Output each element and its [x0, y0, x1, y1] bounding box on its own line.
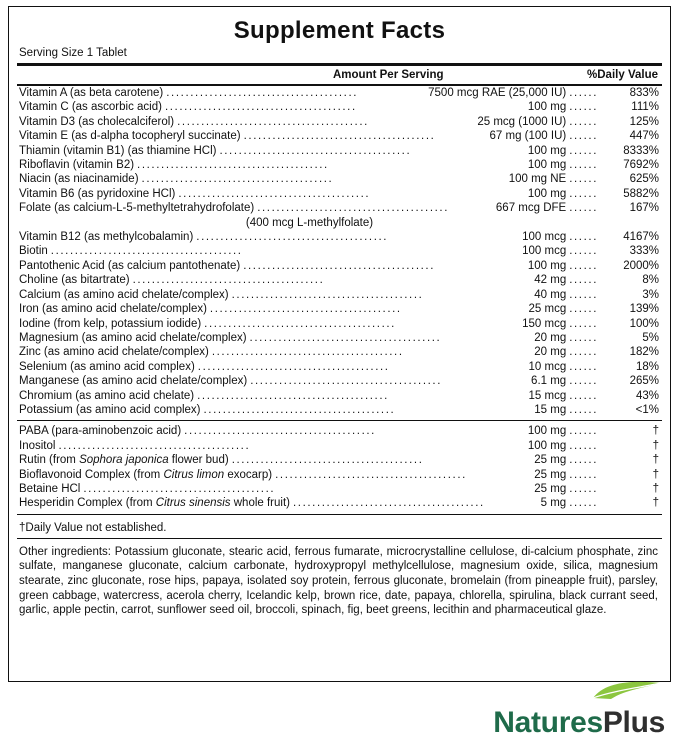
- nutrient-amount: 5 mg: [540, 497, 567, 510]
- dot-leader-2: ......: [569, 288, 598, 301]
- nutrient-group-primary: [17, 86, 662, 216]
- dot-leader: ........................................: [83, 482, 276, 495]
- nutrient-name: Niacin (as niacinamide): [19, 173, 139, 186]
- dot-leader: ........................................: [166, 87, 359, 99]
- table-row: [17, 259, 662, 273]
- nutrient-name: Vitamin B6 (as pyridoxine HCl): [19, 187, 176, 200]
- table-row: [17, 389, 662, 403]
- nutrient-daily-value: 8%: [642, 274, 659, 287]
- nutrient-name: Biotin: [19, 245, 48, 258]
- folate-note: (400 mcg L-methylfolate): [245, 216, 374, 229]
- dot-leader-2: ......: [569, 159, 598, 172]
- nutrient-name: Vitamin D3 (as cholecalciferol): [19, 115, 175, 128]
- table-row: [17, 331, 662, 345]
- table-row: [17, 403, 662, 417]
- nutrient-amount: 42 mg: [534, 274, 567, 287]
- nutrient-amount: 150 mcg: [522, 317, 567, 330]
- nutrient-daily-value: 167%: [629, 202, 659, 215]
- nutrient-name: Vitamin E (as d-alpha tocopheryl succinate): [19, 130, 241, 143]
- table-row: [17, 302, 662, 316]
- dot-leader: ........................................: [211, 346, 404, 359]
- dot-leader-2: ......: [569, 274, 598, 287]
- nutrient-name: Hesperidin Complex (from Citrus sinensis whole fruit): [19, 497, 290, 510]
- nutrient-name: Selenium (as amino acid complex): [19, 360, 195, 373]
- nutrient-amount: 25 mcg: [528, 303, 567, 316]
- nutrient-amount: 15 mcg: [528, 389, 567, 402]
- nutrient-amount: 667 mcg DFE: [495, 202, 567, 215]
- dot-leader-2: ......: [569, 259, 598, 272]
- dot-leader-2: ......: [569, 439, 598, 452]
- dot-leader-2: ......: [569, 144, 598, 157]
- dot-leader: ........................................: [132, 274, 325, 287]
- table-row: [17, 86, 662, 100]
- brand-logo: [493, 706, 665, 740]
- nutrient-name: Potassium (as amino acid complex): [19, 403, 201, 416]
- nutrient-amount: 20 mg: [534, 331, 567, 344]
- nutrient-daily-value: 43%: [635, 389, 659, 402]
- nutrient-name: Iron (as amino acid chelate/complex): [19, 303, 207, 316]
- nutrient-name: Vitamin A (as beta carotene): [19, 87, 164, 99]
- dot-leader: ........................................: [243, 130, 436, 143]
- table-row: [17, 360, 662, 374]
- dot-leader-2: ......: [569, 202, 598, 215]
- table-row: [17, 172, 662, 186]
- column-header-daily-value: %Daily Value: [587, 69, 658, 81]
- nutrient-name: Betaine HCl: [19, 482, 81, 495]
- dot-leader: ........................................: [250, 375, 443, 388]
- dot-leader: ........................................: [203, 403, 396, 416]
- nutrient-amount: 25 mg: [534, 468, 567, 481]
- nutrient-amount: 100 mg: [527, 187, 567, 200]
- nutrient-daily-value: 100%: [629, 317, 659, 330]
- dot-leader: ........................................: [275, 468, 467, 481]
- nutrient-name: Chromium (as amino acid chelate): [19, 389, 195, 402]
- leaf-icon: [591, 680, 665, 702]
- nutrient-name: Pantothenic Acid (as calcium pantothenate): [19, 259, 241, 272]
- dot-leader: ........................................: [137, 159, 329, 172]
- table-row: [17, 244, 662, 258]
- nutrient-amount: 100 mg: [527, 159, 567, 172]
- dot-leader: ........................................: [219, 144, 412, 157]
- dot-leader: ........................................: [204, 317, 396, 330]
- table-row: [17, 129, 662, 143]
- table-row: [17, 230, 662, 244]
- nutrient-daily-value: 333%: [629, 245, 659, 258]
- nutrient-daily-value: 3%: [642, 288, 659, 301]
- nutrient-name: Bioflavonoid Complex (from Citrus limon exocarp): [19, 468, 273, 481]
- dot-leader-2: ......: [569, 403, 598, 416]
- nutrient-amount: 15 mg: [534, 403, 567, 416]
- dot-leader-2: ......: [569, 187, 598, 200]
- nutrient-name: Riboflavin (vitamin B2): [19, 159, 135, 172]
- table-row: [17, 144, 662, 158]
- dot-leader: ........................................: [292, 497, 485, 510]
- nutrient-amount: 20 mg: [534, 346, 567, 359]
- nutrient-daily-value: 265%: [629, 375, 659, 388]
- brand-natures: Natures: [493, 706, 603, 739]
- serving-size: Serving Size 1 Tablet: [19, 47, 127, 59]
- nutrient-name: Vitamin B12 (as methylcobalamin): [19, 231, 194, 244]
- table-row: [17, 187, 662, 201]
- table-row: [17, 468, 662, 482]
- table-row: [17, 439, 662, 453]
- nutrient-name: Iodine (from kelp, potassium iodide): [19, 317, 202, 330]
- dot-leader: ........................................: [257, 202, 450, 215]
- dot-leader: ........................................: [141, 173, 334, 186]
- dot-leader-2: ......: [569, 482, 598, 495]
- dot-leader-2: ......: [569, 231, 598, 244]
- dot-leader-2: ......: [569, 101, 598, 114]
- nutrient-daily-value: 111%: [631, 101, 659, 114]
- column-header-amount: Amount Per Serving: [333, 69, 444, 81]
- nutrient-amount: 67 mg (100 IU): [489, 130, 567, 143]
- nutrient-amount: 100 mg: [527, 144, 567, 157]
- dot-leader-2: ......: [569, 303, 598, 316]
- dot-leader: ........................................: [196, 231, 389, 244]
- nutrient-daily-value: 5%: [642, 331, 659, 344]
- dot-leader: ........................................: [58, 439, 251, 452]
- nutrient-name: PABA (para-aminobenzoic acid): [19, 425, 182, 438]
- nutrient-amount: 100 mg: [527, 425, 567, 438]
- table-row: [17, 158, 662, 172]
- dot-leader: ........................................: [197, 360, 390, 373]
- divider-mid: [17, 420, 662, 421]
- nutrient-amount: 10 mcg: [528, 360, 567, 373]
- nutrient-daily-value: 2000%: [623, 259, 659, 272]
- nutrient-name: Vitamin C (as ascorbic acid): [19, 101, 162, 114]
- nutrient-daily-value: 4167%: [623, 231, 659, 244]
- nutrient-name: Choline (as bitartrate): [19, 274, 130, 287]
- nutrient-amount: 25 mg: [534, 482, 567, 495]
- dot-leader-2: ......: [569, 173, 598, 186]
- dot-leader-2: ......: [569, 346, 598, 359]
- nutrient-daily-value: †: [652, 482, 659, 495]
- nutrient-daily-value: †: [652, 468, 659, 481]
- nutrient-amount: 7500 mcg RAE (25,000 IU): [428, 87, 567, 99]
- table-row: [17, 288, 662, 302]
- nutrient-name: Magnesium (as amino acid chelate/complex): [19, 331, 247, 344]
- dot-leader-2: ......: [569, 497, 598, 510]
- table-row: [17, 374, 662, 388]
- dot-leader: ........................................: [231, 288, 424, 301]
- nutrient-amount: 100 mcg: [522, 231, 567, 244]
- dot-leader-2: ......: [569, 331, 598, 344]
- nutrient-name: Inositol: [19, 439, 56, 452]
- nutrient-name: Manganese (as amino acid chelate/complex): [19, 375, 248, 388]
- nutrient-name: Rutin (from Sophora japonica flower bud): [19, 454, 229, 467]
- dot-leader: ........................................: [231, 454, 424, 467]
- table-row: [17, 345, 662, 359]
- nutrient-daily-value: †: [652, 454, 659, 467]
- dot-leader: ........................................: [243, 259, 436, 272]
- dot-leader: ........................................: [249, 331, 442, 344]
- dot-leader: ........................................: [50, 245, 243, 258]
- table-row: [17, 273, 662, 287]
- nutrient-amount: 25 mcg (1000 IU): [477, 115, 567, 128]
- nutrient-daily-value: 8333%: [623, 144, 659, 157]
- dot-leader-2: ......: [569, 87, 598, 99]
- dot-leader-2: ......: [569, 115, 598, 128]
- dot-leader-2: ......: [569, 468, 598, 481]
- nutrient-amount: 100 mg: [527, 259, 567, 272]
- nutrient-group-secondary: [17, 230, 662, 417]
- supplement-facts-panel: [8, 6, 671, 682]
- nutrient-amount: 100 mg: [527, 101, 567, 114]
- table-row: [17, 496, 662, 510]
- nutrient-daily-value: 833%: [629, 87, 659, 99]
- nutrient-name: Folate (as calcium-L-5-methyltetrahydrofolate): [19, 202, 255, 215]
- page-title: Supplement Facts: [233, 17, 446, 44]
- nutrient-amount: 6.1 mg: [531, 375, 567, 388]
- table-header: [17, 66, 662, 84]
- dot-leader-2: ......: [569, 360, 598, 373]
- dot-leader: ........................................: [184, 425, 376, 438]
- nutrient-daily-value: <1%: [635, 403, 659, 416]
- table-row: [17, 201, 662, 215]
- nutrient-daily-value: †: [652, 425, 659, 438]
- nutrient-daily-value: 182%: [629, 346, 659, 359]
- table-row: [17, 482, 662, 496]
- nutrient-daily-value: 5882%: [623, 187, 659, 200]
- nutrient-name: Thiamin (vitamin B1) (as thiamine HCl): [19, 144, 217, 157]
- nutrient-name: Calcium (as amino acid chelate/complex): [19, 288, 229, 301]
- divider-footnote: [17, 514, 662, 515]
- dot-leader-2: ......: [569, 425, 598, 438]
- nutrient-amount: 100 mg: [527, 439, 567, 452]
- dot-leader-2: ......: [569, 245, 598, 258]
- table-row: [17, 100, 662, 114]
- daily-value-footnote: †Daily Value not established.: [19, 521, 167, 534]
- nutrient-daily-value: †: [652, 439, 659, 452]
- nutrient-daily-value: †: [652, 497, 659, 510]
- nutrient-amount: 40 mg: [534, 288, 567, 301]
- dot-leader-2: ......: [569, 130, 598, 143]
- nutrient-amount: 100 mg NE: [508, 173, 567, 186]
- nutrient-daily-value: 447%: [629, 130, 659, 143]
- dot-leader-2: ......: [569, 454, 598, 467]
- nutrient-group-other: [17, 424, 662, 510]
- nutrient-amount: 25 mg: [534, 454, 567, 467]
- nutrient-name: Zinc (as amino acid chelate/complex): [19, 346, 209, 359]
- table-row: [17, 317, 662, 331]
- table-row: [17, 115, 662, 129]
- dot-leader-2: ......: [569, 375, 598, 388]
- dot-leader: ........................................: [197, 389, 389, 402]
- dot-leader-2: ......: [569, 317, 598, 330]
- table-row: [17, 424, 662, 438]
- dot-leader: ........................................: [178, 187, 371, 200]
- nutrient-daily-value: 7692%: [623, 159, 659, 172]
- dot-leader: ........................................: [177, 115, 369, 128]
- dot-leader-2: ......: [569, 389, 598, 402]
- nutrient-amount: 100 mcg: [522, 245, 567, 258]
- table-row: [17, 453, 662, 467]
- dot-leader: ........................................: [164, 101, 357, 114]
- other-ingredients: Other ingredients: Potassium gluconate, stearic acid, ferrous fumarate, microcrystalline cellulose, di-calcium phosphate, zinc sulfate, manganese gluconate, calcium carbonate, hydroxypropyl methylcellulose, magnesium oxide, silica, magnesium stearate, zinc gluconate, rose hips, papaya, isolated soy protein, ferrous gluconate, bromelain (from pineapple fruit), parsley, green cabbage, watercress, acerola cherry, Icelandic kelp, brown rice, date, papaya, chlorella, spirulina, black currant seed, garlic, apple pectin, carrot, sunflower seed oil, broccoli, spinach, fig, beet greens, lecithin and pharmaceutical glaze.: [19, 545, 658, 617]
- nutrient-daily-value: 125%: [629, 115, 659, 128]
- nutrient-daily-value: 139%: [629, 303, 659, 316]
- nutrient-daily-value: 625%: [629, 173, 659, 186]
- nutrient-daily-value: 18%: [635, 360, 659, 373]
- brand-plus: Plus: [602, 706, 665, 739]
- dot-leader: ........................................: [209, 303, 402, 316]
